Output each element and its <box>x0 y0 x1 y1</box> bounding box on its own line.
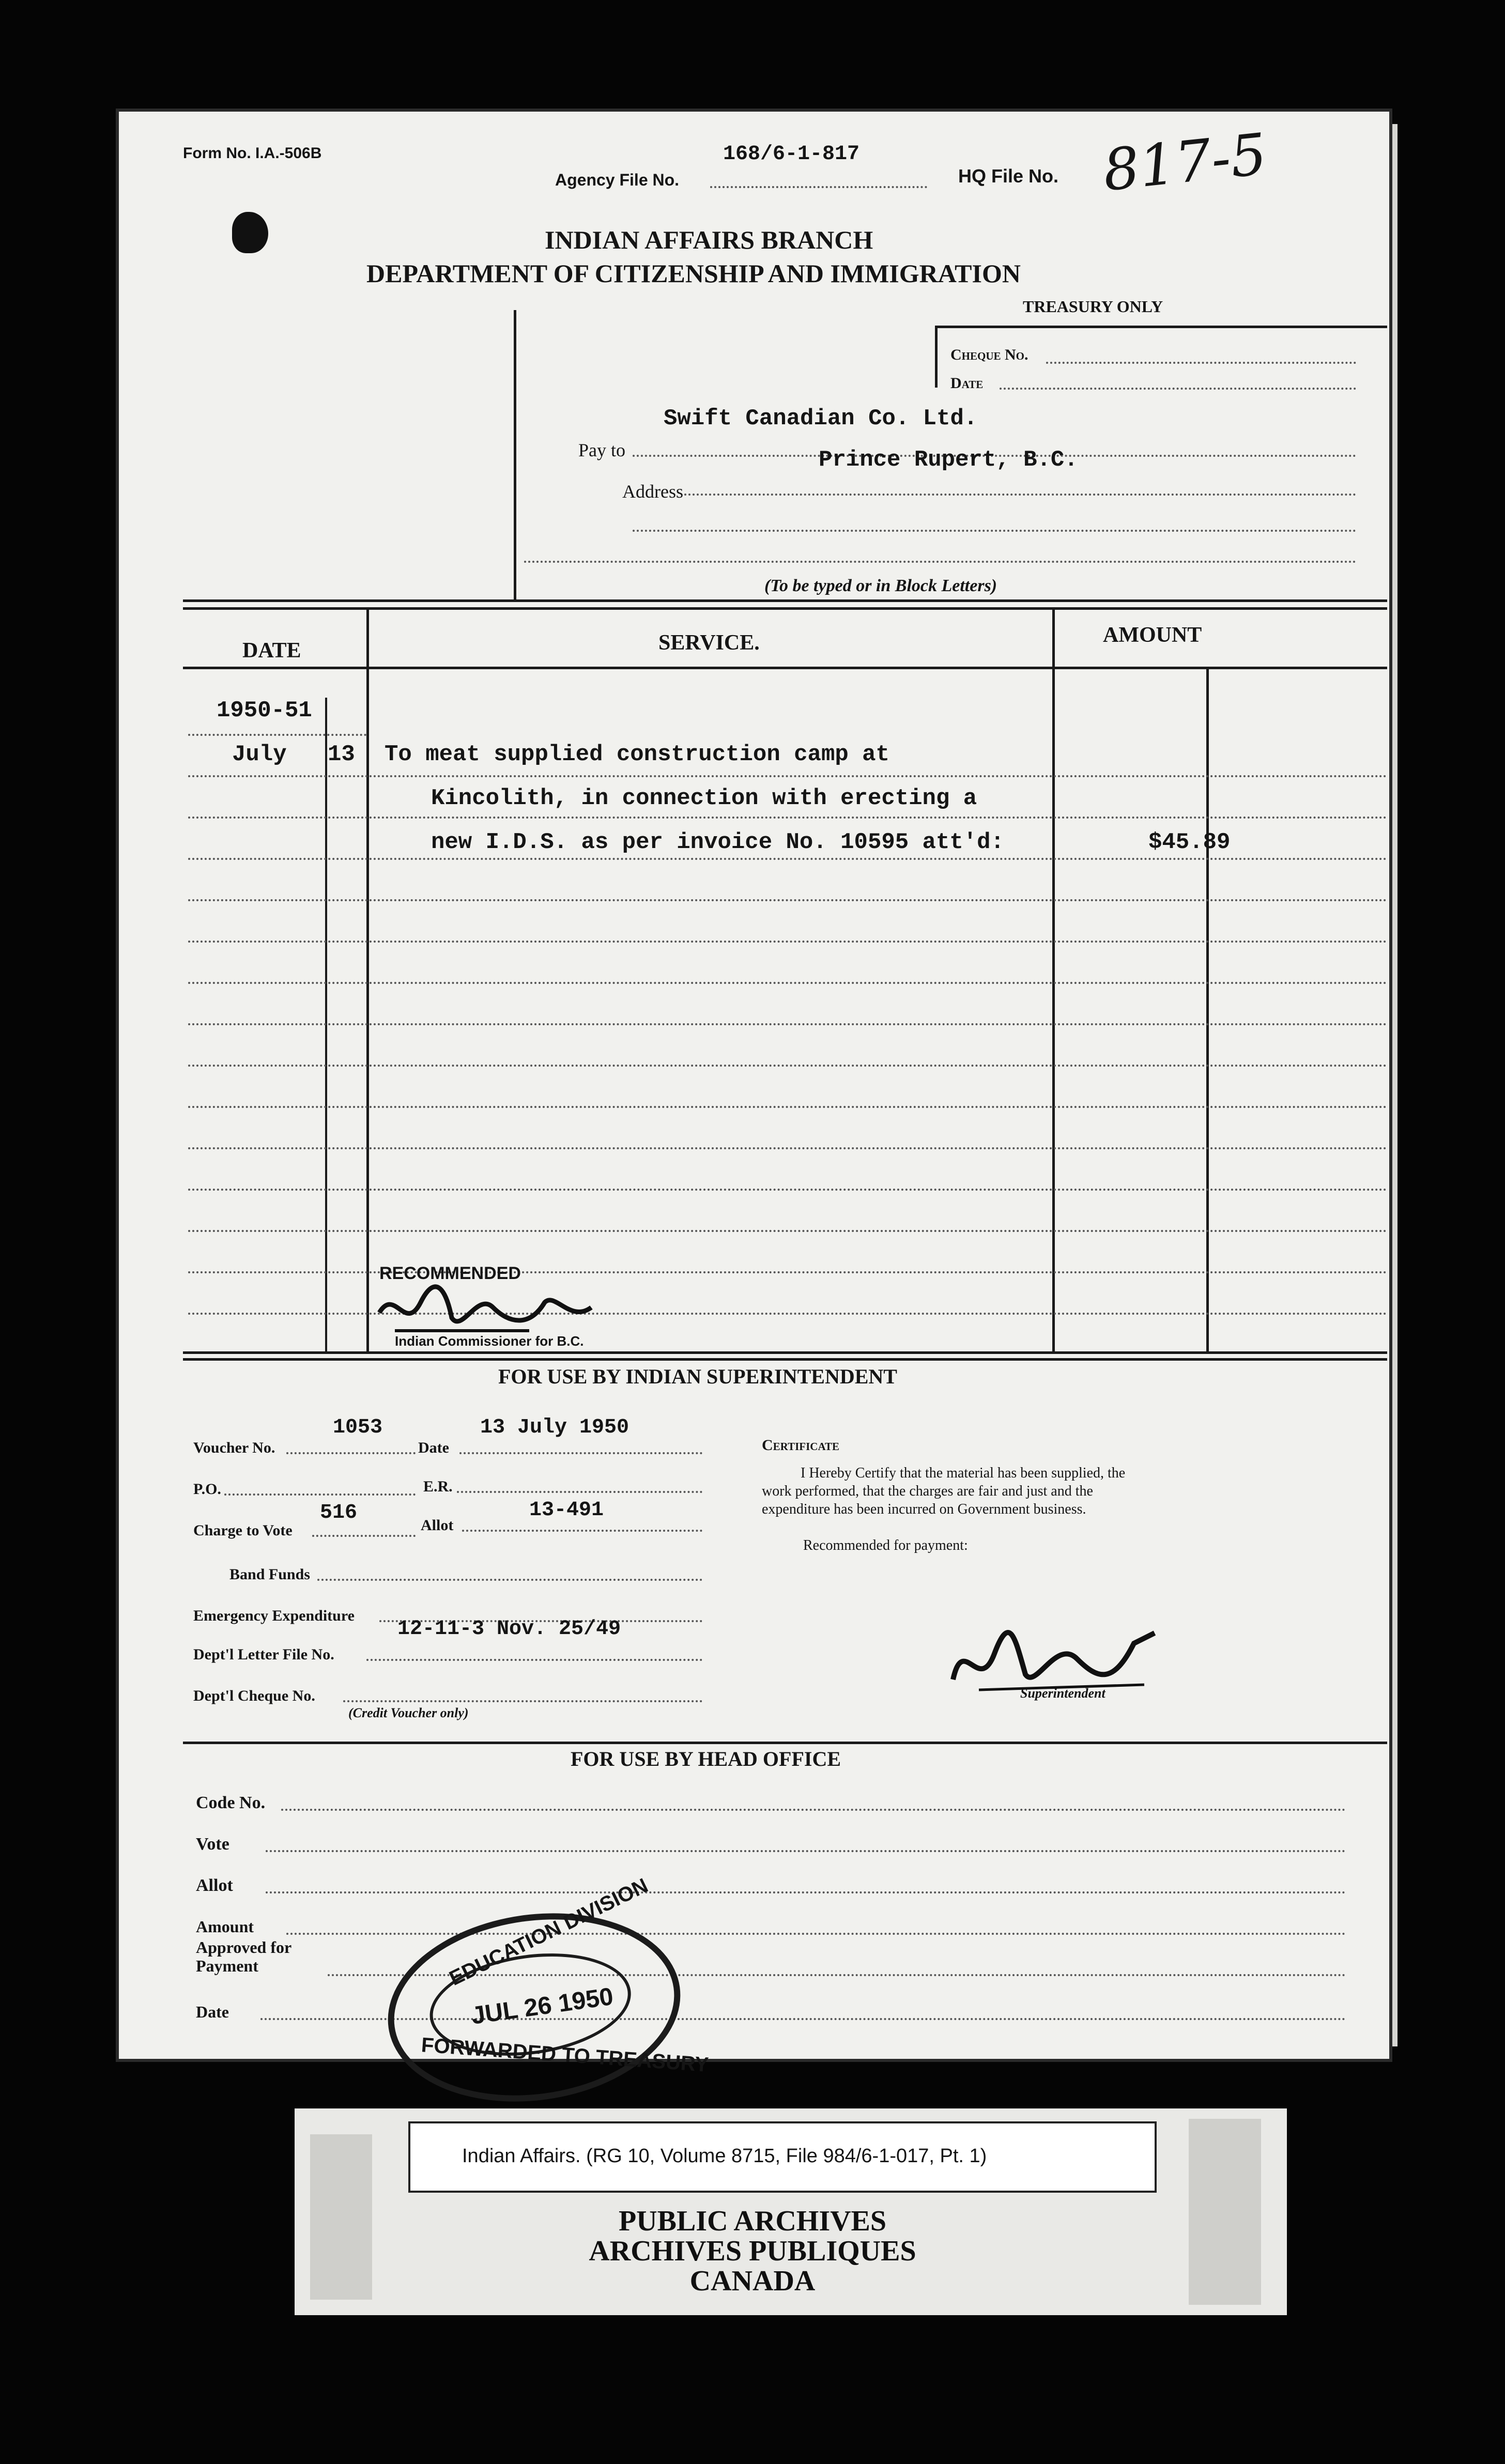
archive-line-3: CANADA <box>689 2265 816 2297</box>
ho-date-label: Date <box>196 2003 229 2021</box>
archive-line-1: PUBLIC ARCHIVES <box>618 2205 887 2237</box>
emergency-label: Emergency Expenditure <box>193 1607 355 1624</box>
dept-cheque-label: Dept'l Cheque No. <box>193 1687 315 1704</box>
date-column-header: DATE <box>242 639 301 663</box>
archive-citation-label <box>408 2121 1157 2193</box>
agency-file-value: 168/6-1-817 <box>723 143 860 166</box>
credit-voucher-note: (Credit Voucher only) <box>348 1705 469 1720</box>
letter-file-value: 12-11-3 Nov. 25/49 <box>397 1618 621 1641</box>
po-label: P.O. <box>193 1481 221 1498</box>
entry-month: July <box>232 742 287 767</box>
band-funds-label: Band Funds <box>229 1566 310 1583</box>
address-value: Prince Rupert, B.C. <box>819 447 1078 473</box>
voucher-value: 1053 <box>333 1416 383 1439</box>
service-column-header: SERVICE. <box>658 631 760 655</box>
amount-column-header: AMOUNT <box>1103 623 1202 647</box>
agency-file-label: Agency File No. <box>555 171 680 189</box>
approved-for-payment-label: Approved for Payment <box>196 1938 291 1975</box>
stamp-top-text: EDUCATION DIVISION <box>446 1874 652 1990</box>
letter-file-label: Dept'l Letter File No. <box>193 1646 334 1663</box>
superintendent-title: FOR USE BY INDIAN SUPERINTENDENT <box>498 1365 897 1388</box>
certificate-line-3: expenditure has been incurred on Government business. <box>762 1501 1086 1517</box>
hq-file-label: HQ File No. <box>958 165 1059 187</box>
allot-ho-label: Allot <box>196 1876 233 1895</box>
recommended-for-payment: Recommended for payment: <box>803 1537 968 1553</box>
amount-label: Amount <box>196 1917 254 1936</box>
stamp-bottom-text: FORWARDED TO TREASURY <box>420 2034 710 2076</box>
certificate-line-1: I Hereby Certify that the material has been supplied, the <box>801 1465 1126 1481</box>
commissioner-label: Indian Commissioner for B.C. <box>395 1333 584 1349</box>
address-label: Address <box>622 481 683 502</box>
treasury-date-label: Date <box>950 375 984 392</box>
education-division-stamp <box>376 1874 710 2120</box>
certificate-line-2: work performed, that the charges are fair and just and the <box>762 1483 1093 1499</box>
voucher-form <box>116 109 1392 2076</box>
certificate-title: Certificate <box>762 1437 840 1454</box>
pay-to-value: Swift Canadian Co. Ltd. <box>664 406 978 432</box>
department-heading: DEPARTMENT OF CITIZENSHIP AND IMMIGRATION <box>366 259 1021 288</box>
code-no-label: Code No. <box>196 1793 266 1812</box>
service-line-2: Kincolith, in connection with erecting a <box>431 786 977 811</box>
charge-to-vote-label: Charge to Vote <box>193 1522 293 1539</box>
head-office-title: FOR USE BY HEAD OFFICE <box>571 1747 841 1770</box>
fiscal-year: 1950-51 <box>217 698 312 723</box>
superintendent-label: Superintendent <box>1020 1686 1105 1701</box>
form-number: Form No. I.A.-506B <box>183 145 322 162</box>
cheque-no-label: Cheque No. <box>950 346 1028 363</box>
allot-label: Allot <box>421 1517 454 1534</box>
allot-value: 13-491 <box>529 1499 604 1522</box>
service-line-1: To meat supplied construction camp at <box>385 742 889 767</box>
archive-line-2: ARCHIVES PUBLIQUES <box>589 2235 916 2267</box>
recommended-label: RECOMMENDED <box>379 1264 521 1283</box>
hq-file-value: 817-5 <box>1100 120 1270 204</box>
charge-to-vote-value: 516 <box>320 1501 358 1524</box>
pay-to-label: Pay to <box>578 440 626 460</box>
voucher-label: Voucher No. <box>193 1439 275 1456</box>
treasury-only-label: TREASURY ONLY <box>1023 297 1163 316</box>
sup-date-value: 13 July 1950 <box>480 1416 629 1439</box>
typed-note: (To be typed or in Block Letters) <box>764 576 997 595</box>
ink-blot <box>232 212 268 253</box>
service-line-3: new I.D.S. as per invoice No. 10595 att'd: <box>431 829 1004 855</box>
stamp-date: JUL 26 1950 <box>469 1982 615 2030</box>
branch-heading: INDIAN AFFAIRS BRANCH <box>545 225 873 254</box>
amount-value: $45.89 <box>1148 829 1231 855</box>
er-label: E.R. <box>423 1478 453 1495</box>
vote-label: Vote <box>196 1835 229 1854</box>
sup-date-label: Date <box>418 1439 449 1456</box>
archive-citation: Indian Affairs. (RG 10, Volume 8715, File 984/6-1-017, Pt. 1) <box>462 2145 987 2167</box>
entry-day: 13 <box>328 742 355 767</box>
